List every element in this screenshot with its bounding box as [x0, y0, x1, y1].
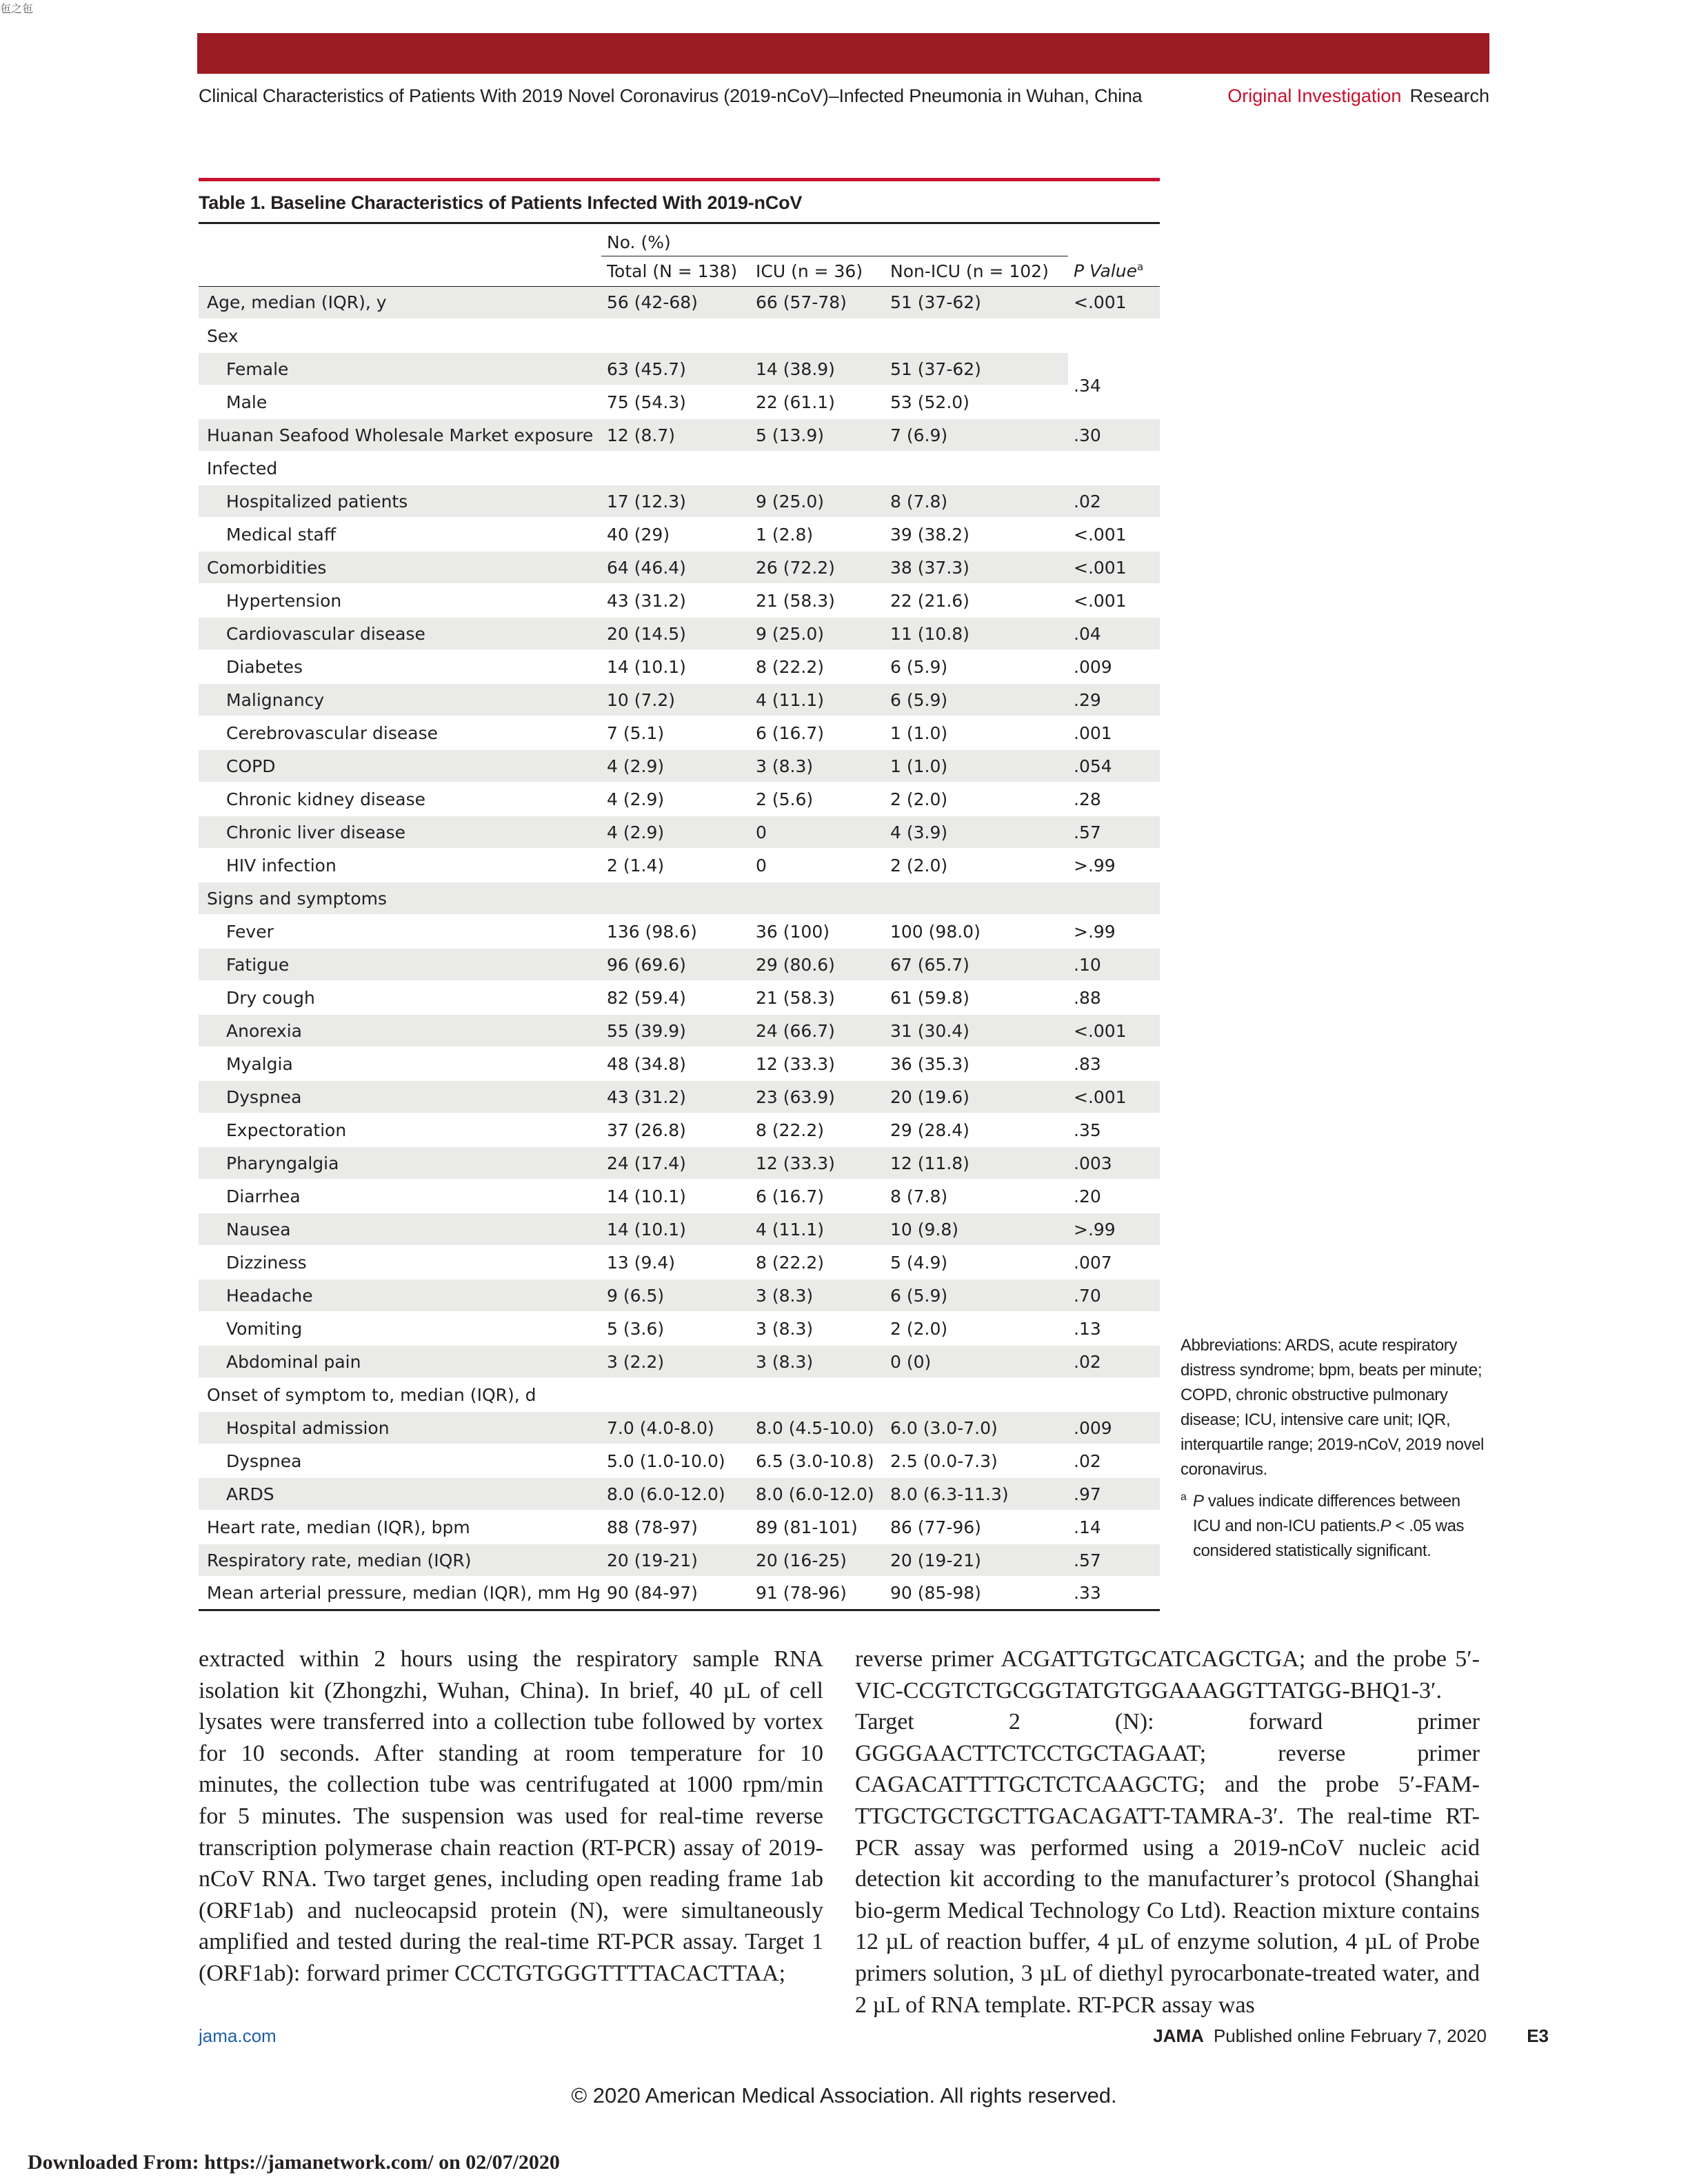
- cell-icu: 24 (66.7): [750, 1014, 885, 1047]
- cell-p-value: .04: [1068, 617, 1160, 650]
- cell-icu: 21 (58.3): [750, 981, 885, 1014]
- cell-nonicu: 8 (7.8): [885, 1180, 1068, 1213]
- table-row: [199, 981, 1160, 1014]
- cell-total: 7 (5.1): [601, 716, 750, 749]
- cell-icu: 23 (63.9): [750, 1080, 885, 1113]
- row-label: Comorbidities: [199, 551, 601, 584]
- cell-p-value: .28: [1068, 782, 1160, 816]
- table-row: [199, 1577, 1160, 1610]
- cell-icu: 36 (100): [750, 915, 885, 948]
- cell-icu: 3 (8.3): [750, 1312, 885, 1345]
- table-body: [199, 286, 1160, 1610]
- cell-nonicu: 53 (52.0): [885, 385, 1068, 418]
- table-row: [199, 1345, 1160, 1378]
- cell-icu: 3 (8.3): [750, 1279, 885, 1312]
- row-label: Mean arterial pressure, median (IQR), mm Hg: [199, 1577, 601, 1610]
- cell-total: 90 (84-97): [601, 1577, 750, 1610]
- cell-total: 63 (45.7): [601, 352, 750, 385]
- cell-p-value: >.99: [1068, 1213, 1160, 1246]
- cell-nonicu: 8.0 (6.3-11.3): [885, 1477, 1068, 1510]
- row-label: Cerebrovascular disease: [199, 716, 601, 749]
- cell-nonicu: 20 (19-21): [885, 1544, 1068, 1577]
- cell-p-value: .57: [1068, 1544, 1160, 1577]
- cell-total: 43 (31.2): [601, 1080, 750, 1113]
- cell-p-value: <.001: [1068, 286, 1160, 319]
- cell-nonicu: 6 (5.9): [885, 650, 1068, 683]
- cell-icu: 14 (38.9): [750, 352, 885, 385]
- table-row: [199, 1146, 1160, 1180]
- cell-icu: 6 (16.7): [750, 1180, 885, 1213]
- cell-total: [601, 1378, 750, 1411]
- cell-nonicu: 2.5 (0.0-7.3): [885, 1444, 1068, 1477]
- cell-icu: 4 (11.1): [750, 683, 885, 716]
- cell-total: 4 (2.9): [601, 749, 750, 782]
- row-label: Cardiovascular disease: [199, 617, 601, 650]
- table-row: [199, 782, 1160, 816]
- table-row: [199, 1014, 1160, 1047]
- row-label: Male: [199, 385, 601, 418]
- col-header-p-value: P Value$^a$: [1074, 261, 1144, 281]
- row-label: ARDS: [199, 1477, 601, 1510]
- cell-icu: 8.0 (4.5-10.0): [750, 1411, 885, 1444]
- cell-nonicu: 100 (98.0): [885, 915, 1068, 948]
- cell-p-value: .70: [1068, 1279, 1160, 1312]
- cell-p-value: [1068, 882, 1160, 915]
- row-label: Vomiting: [199, 1312, 601, 1345]
- row-label: Malignancy: [199, 683, 601, 716]
- cell-icu: 22 (61.1): [750, 385, 885, 418]
- body-column-right: reverse primer ACGATTGTGCATCAGCTGA; and the probe 5′-VIC-CCGTCTGCGGTATGTGGAAAGGTTATGG-BHQ1-3′. Target 2 (N): forward primer GGGGAACTTCTCCTGCTAGAAT; reverse primer CAGACATTTTGCTCTCAAGCTG; and the probe 5′-FAM- TTGCTGCTGCTTGACAGATT-TAMRA-3′. The real-time RT-PCR assay was performed using a 2019-nCoV nucleic acid detection kit according to the manufacturer’s protocol (Shanghai bio-germ Medical Technology Co Ltd). Reaction mixture contains 12 µL of reaction buffer, 4 µL of enzyme solution, 4 µL of Probe primers solution, 3 µL of diethyl pyrocarbonate-treated water, and 2 µL of RNA template. RT-PCR assay was: [855, 1646, 1480, 2018]
- row-label: Dry cough: [199, 981, 601, 1014]
- row-label: Dyspnea: [199, 1080, 601, 1113]
- cell-icu: 8.0 (6.0-12.0): [750, 1477, 885, 1510]
- cell-icu: 66 (57-78): [750, 286, 885, 319]
- table-row: [199, 385, 1160, 418]
- cell-p-value: .34: [1068, 352, 1160, 418]
- cell-icu: 2 (5.6): [750, 782, 885, 816]
- footnote-a: a P values indicate differences between ICU and non-ICU patients.P < .05 was considered statistically significant.: [1180, 1489, 1489, 1564]
- cell-icu: 5 (13.9): [750, 418, 885, 452]
- cell-total: 96 (69.6): [601, 948, 750, 981]
- cell-p-value: .02: [1068, 1444, 1160, 1477]
- cell-total: 5.0 (1.0-10.0): [601, 1444, 750, 1477]
- table-row: [199, 551, 1160, 584]
- cell-icu: 8 (22.2): [750, 650, 885, 683]
- cell-p-value: .97: [1068, 1477, 1160, 1510]
- header-color-bar: [197, 33, 1489, 74]
- table-row: [199, 584, 1160, 617]
- cell-icu: [750, 319, 885, 352]
- cell-p-value: [1068, 452, 1160, 485]
- cell-p-value: .88: [1068, 981, 1160, 1014]
- table-row: [199, 948, 1160, 981]
- cell-nonicu: 22 (21.6): [885, 584, 1068, 617]
- row-label: Sex: [199, 319, 601, 352]
- cell-icu: 21 (58.3): [750, 584, 885, 617]
- cell-p-value: .001: [1068, 716, 1160, 749]
- table-row: [199, 418, 1160, 452]
- row-label: Expectoration: [199, 1113, 601, 1146]
- row-label: COPD: [199, 749, 601, 782]
- row-label: HIV infection: [199, 849, 601, 882]
- cell-total: [601, 319, 750, 352]
- baseline-characteristics-table: [199, 224, 1160, 1611]
- cell-nonicu: 39 (38.2): [885, 518, 1068, 551]
- cell-nonicu: 31 (30.4): [885, 1014, 1068, 1047]
- footnote-mark: a: [1180, 1491, 1187, 1503]
- table-row: [199, 1477, 1160, 1510]
- cell-icu: 26 (72.2): [750, 551, 885, 584]
- row-label: Hypertension: [199, 584, 601, 617]
- cell-total: 13 (9.4): [601, 1246, 750, 1279]
- cell-total: 24 (17.4): [601, 1146, 750, 1180]
- download-stamp: Downloaded From: https://jamanetwork.com/ on 02/07/2020: [28, 2151, 560, 2174]
- cell-total: 10 (7.2): [601, 683, 750, 716]
- cell-icu: 20 (16-25): [750, 1544, 885, 1577]
- cell-p-value: <.001: [1068, 584, 1160, 617]
- cell-icu: 1 (2.8): [750, 518, 885, 551]
- cell-nonicu: 1 (1.0): [885, 749, 1068, 782]
- cell-nonicu: 0 (0): [885, 1345, 1068, 1378]
- cell-nonicu: 6 (5.9): [885, 1279, 1068, 1312]
- cell-nonicu: [885, 452, 1068, 485]
- table-row: [199, 1279, 1160, 1312]
- row-label: Diarrhea: [199, 1180, 601, 1213]
- cell-nonicu: 90 (85-98): [885, 1577, 1068, 1610]
- row-label: Myalgia: [199, 1047, 601, 1080]
- row-label: Nausea: [199, 1213, 601, 1246]
- table-row: [199, 1544, 1160, 1577]
- cell-total: 43 (31.2): [601, 584, 750, 617]
- cell-nonicu: 36 (35.3): [885, 1047, 1068, 1080]
- cell-nonicu: 6 (5.9): [885, 683, 1068, 716]
- cell-nonicu: [885, 1378, 1068, 1411]
- cell-p-value: .35: [1068, 1113, 1160, 1146]
- table-row: [199, 617, 1160, 650]
- table-row: [199, 485, 1160, 518]
- corner-mark: 㐌之㐌: [0, 3, 34, 15]
- row-label: Infected: [199, 452, 601, 485]
- cell-p-value: .14: [1068, 1510, 1160, 1544]
- table-row: [199, 1444, 1160, 1477]
- table-row: [199, 849, 1160, 882]
- table-row: [199, 452, 1160, 485]
- cell-icu: [750, 452, 885, 485]
- cell-nonicu: 51 (37-62): [885, 352, 1068, 385]
- cell-total: 12 (8.7): [601, 418, 750, 452]
- row-label: Chronic liver disease: [199, 816, 601, 849]
- cell-total: 14 (10.1): [601, 1213, 750, 1246]
- cell-p-value: .29: [1068, 683, 1160, 716]
- cell-p-value: >.99: [1068, 849, 1160, 882]
- cell-nonicu: 7 (6.9): [885, 418, 1068, 452]
- cell-p-value: .009: [1068, 650, 1160, 683]
- cell-nonicu: 2 (2.0): [885, 1312, 1068, 1345]
- cell-p-value: [1068, 319, 1160, 352]
- section-label: [1227, 85, 1489, 107]
- cell-p-value: .02: [1068, 1345, 1160, 1378]
- cell-nonicu: [885, 319, 1068, 352]
- cell-total: 4 (2.9): [601, 782, 750, 816]
- cell-icu: 8 (22.2): [750, 1246, 885, 1279]
- cell-nonicu: 20 (19.6): [885, 1080, 1068, 1113]
- cell-icu: 6 (16.7): [750, 716, 885, 749]
- cell-p-value: .02: [1068, 485, 1160, 518]
- footer-published: Published online February 7, 2020: [1213, 2025, 1487, 2046]
- cell-nonicu: 4 (3.9): [885, 816, 1068, 849]
- cell-p-value: <.001: [1068, 1014, 1160, 1047]
- cell-total: 48 (34.8): [601, 1047, 750, 1080]
- row-label: Age, median (IQR), y: [199, 286, 601, 319]
- cell-p-value: .83: [1068, 1047, 1160, 1080]
- group-header: No. (%): [607, 232, 671, 253]
- abbreviations-note: Abbreviations: ARDS, acute respiratory distress syndrome; bpm, beats per minute; COPD, chronic obstructive pulmonary disease; ICU, intensive care unit; IQR, interquartile range; 2019-nCoV, 2019 novel coronavirus.: [1180, 1336, 1484, 1479]
- cell-total: 14 (10.1): [601, 650, 750, 683]
- cell-total: 40 (29): [601, 518, 750, 551]
- table-row: [199, 1047, 1160, 1080]
- row-label: Diabetes: [199, 650, 601, 683]
- table-row: [199, 1312, 1160, 1345]
- col-header-icu: ICU (n = 36): [750, 256, 885, 286]
- row-label: Dyspnea: [199, 1444, 601, 1477]
- row-label: Hospital admission: [199, 1411, 601, 1444]
- cell-nonicu: 51 (37-62): [885, 286, 1068, 319]
- cell-nonicu: 67 (65.7): [885, 948, 1068, 981]
- cell-nonicu: 2 (2.0): [885, 782, 1068, 816]
- row-label: Respiratory rate, median (IQR): [199, 1544, 601, 1577]
- cell-p-value: [1068, 1378, 1160, 1411]
- cell-icu: 89 (81-101): [750, 1510, 885, 1544]
- cell-p-value: .30: [1068, 418, 1160, 452]
- footer-page-number: E3: [1527, 2025, 1549, 2046]
- cell-total: 3 (2.2): [601, 1345, 750, 1378]
- table-row: [199, 1180, 1160, 1213]
- cell-nonicu: 29 (28.4): [885, 1113, 1068, 1146]
- cell-p-value: <.001: [1068, 1080, 1160, 1113]
- row-label: Medical staff: [199, 518, 601, 551]
- cell-total: 5 (3.6): [601, 1312, 750, 1345]
- row-label: Huanan Seafood Wholesale Market exposure: [199, 418, 601, 452]
- cell-total: 4 (2.9): [601, 816, 750, 849]
- cell-icu: [750, 882, 885, 915]
- cell-icu: 6.5 (3.0-10.8): [750, 1444, 885, 1477]
- table-1: [199, 178, 1160, 1611]
- cell-icu: 3 (8.3): [750, 749, 885, 782]
- table-row: [199, 1411, 1160, 1444]
- cell-icu: 12 (33.3): [750, 1047, 885, 1080]
- cell-total: 56 (42-68): [601, 286, 750, 319]
- row-label: Fatigue: [199, 948, 601, 981]
- row-label: Headache: [199, 1279, 601, 1312]
- cell-icu: 91 (78-96): [750, 1577, 885, 1610]
- cell-icu: 29 (80.6): [750, 948, 885, 981]
- cell-icu: 12 (33.3): [750, 1146, 885, 1180]
- row-label: Fever: [199, 915, 601, 948]
- cell-p-value: .054: [1068, 749, 1160, 782]
- col-header-nonicu: Non-ICU (n = 102): [885, 256, 1068, 286]
- cell-total: [601, 452, 750, 485]
- cell-total: 8.0 (6.0-12.0): [601, 1477, 750, 1510]
- row-label: Abdominal pain: [199, 1345, 601, 1378]
- cell-icu: 9 (25.0): [750, 485, 885, 518]
- footer-journal: JAMA: [1153, 2025, 1204, 2046]
- footer-url-link[interactable]: jama.com: [199, 2025, 277, 2046]
- cell-icu: 3 (8.3): [750, 1345, 885, 1378]
- cell-nonicu: 2 (2.0): [885, 849, 1068, 882]
- table-row: [199, 1213, 1160, 1246]
- cell-nonicu: 12 (11.8): [885, 1146, 1068, 1180]
- cell-p-value: .57: [1068, 816, 1160, 849]
- cell-total: 37 (26.8): [601, 1113, 750, 1146]
- table-row: [199, 650, 1160, 683]
- cell-total: 55 (39.9): [601, 1014, 750, 1047]
- table-row: [199, 319, 1160, 352]
- cell-nonicu: 61 (59.8): [885, 981, 1068, 1014]
- cell-total: 82 (59.4): [601, 981, 750, 1014]
- cell-p-value: .20: [1068, 1180, 1160, 1213]
- col-header-total: Total (N = 138): [601, 256, 750, 286]
- footer-publication: [1153, 2025, 1487, 2047]
- cell-total: 20 (19-21): [601, 1544, 750, 1577]
- cell-total: 88 (78-97): [601, 1510, 750, 1544]
- table-row: [199, 518, 1160, 551]
- cell-icu: 0: [750, 849, 885, 882]
- running-head: Clinical Characteristics of Patients With 2019 Novel Coronavirus (2019-nCoV)–Infected Pneumonia in Wuhan, China: [199, 85, 1143, 106]
- cell-p-value: .33: [1068, 1577, 1160, 1610]
- table-row: [199, 716, 1160, 749]
- table-row: [199, 749, 1160, 782]
- row-label: Female: [199, 352, 601, 385]
- row-label: Heart rate, median (IQR), bpm: [199, 1510, 601, 1544]
- row-label: Anorexia: [199, 1014, 601, 1047]
- cell-p-value: <.001: [1068, 518, 1160, 551]
- cell-nonicu: 5 (4.9): [885, 1246, 1068, 1279]
- cell-nonicu: 8 (7.8): [885, 485, 1068, 518]
- table-row: [199, 882, 1160, 915]
- cell-nonicu: 1 (1.0): [885, 716, 1068, 749]
- cell-p-value: <.001: [1068, 551, 1160, 584]
- row-label: Dizziness: [199, 1246, 601, 1279]
- cell-total: 136 (98.6): [601, 915, 750, 948]
- table-row: [199, 915, 1160, 948]
- cell-nonicu: [885, 882, 1068, 915]
- table-row: [199, 1246, 1160, 1279]
- copyright: © 2020 American Medical Association. All rights reserved.: [571, 2083, 1117, 2107]
- cell-nonicu: 6.0 (3.0-7.0): [885, 1411, 1068, 1444]
- cell-total: 20 (14.5): [601, 617, 750, 650]
- cell-total: 9 (6.5): [601, 1279, 750, 1312]
- cell-p-value: .007: [1068, 1246, 1160, 1279]
- cell-total: 75 (54.3): [601, 385, 750, 418]
- cell-total: 14 (10.1): [601, 1180, 750, 1213]
- cell-p-value: .003: [1068, 1146, 1160, 1180]
- table-row: [199, 1378, 1160, 1411]
- row-label: Chronic kidney disease: [199, 782, 601, 816]
- cell-nonicu: 10 (9.8): [885, 1213, 1068, 1246]
- table-title: Table 1. Baseline Characteristics of Patients Infected With 2019-nCoV: [199, 192, 803, 213]
- table-row: [199, 286, 1160, 319]
- cell-icu: 0: [750, 816, 885, 849]
- cell-p-value: .10: [1068, 948, 1160, 981]
- cell-p-value: >.99: [1068, 915, 1160, 948]
- table-row: [199, 352, 1160, 385]
- cell-total: 17 (12.3): [601, 485, 750, 518]
- cell-nonicu: 11 (10.8): [885, 617, 1068, 650]
- row-label: Signs and symptoms: [199, 882, 601, 915]
- table-row: [199, 1113, 1160, 1146]
- cell-p-value: .009: [1068, 1411, 1160, 1444]
- cell-icu: [750, 1378, 885, 1411]
- table-row: [199, 1080, 1160, 1113]
- section-original-label: Original Investigation: [1227, 85, 1402, 106]
- row-label: Hospitalized patients: [199, 485, 601, 518]
- body-column-left: extracted within 2 hours using the respiratory sample RNA isolation kit (Zhongzhi, Wuhan, China). In brief, 40 µL of cell lysates were transferred into a collection tube followed by vortex for 10 seconds. After standing at room temperature for 10 minutes, the collection tube was centrifugated at 1000 rpm/min for 5 minutes. The suspension was used for real-time reverse transcription polymerase chain reaction (RT-PCR) assay of 2019-nCoV RNA. Two target genes, including open reading frame 1ab (ORF1ab) and nucleocapsid protein (N), were simultaneously amplified and tested during the real-time RT-PCR assay. Target 1 (ORF1ab): forward primer CCCTGTGGGTTTTACACTTAA;: [199, 1646, 823, 1986]
- row-label: Onset of symptom to, median (IQR), d: [199, 1378, 601, 1411]
- cell-icu: 8 (22.2): [750, 1113, 885, 1146]
- cell-icu: 9 (25.0): [750, 617, 885, 650]
- cell-total: 7.0 (4.0-8.0): [601, 1411, 750, 1444]
- cell-nonicu: 38 (37.3): [885, 551, 1068, 584]
- section-research-label: Research: [1409, 85, 1489, 106]
- cell-p-value: .13: [1068, 1312, 1160, 1345]
- cell-icu: 4 (11.1): [750, 1213, 885, 1246]
- table-row: [199, 1510, 1160, 1544]
- row-label: Pharyngalgia: [199, 1146, 601, 1180]
- cell-nonicu: 86 (77-96): [885, 1510, 1068, 1544]
- cell-total: 2 (1.4): [601, 849, 750, 882]
- table-notes: [1180, 1333, 1489, 1564]
- cell-total: [601, 882, 750, 915]
- table-row: [199, 816, 1160, 849]
- cell-total: 64 (46.4): [601, 551, 750, 584]
- table-row: [199, 683, 1160, 716]
